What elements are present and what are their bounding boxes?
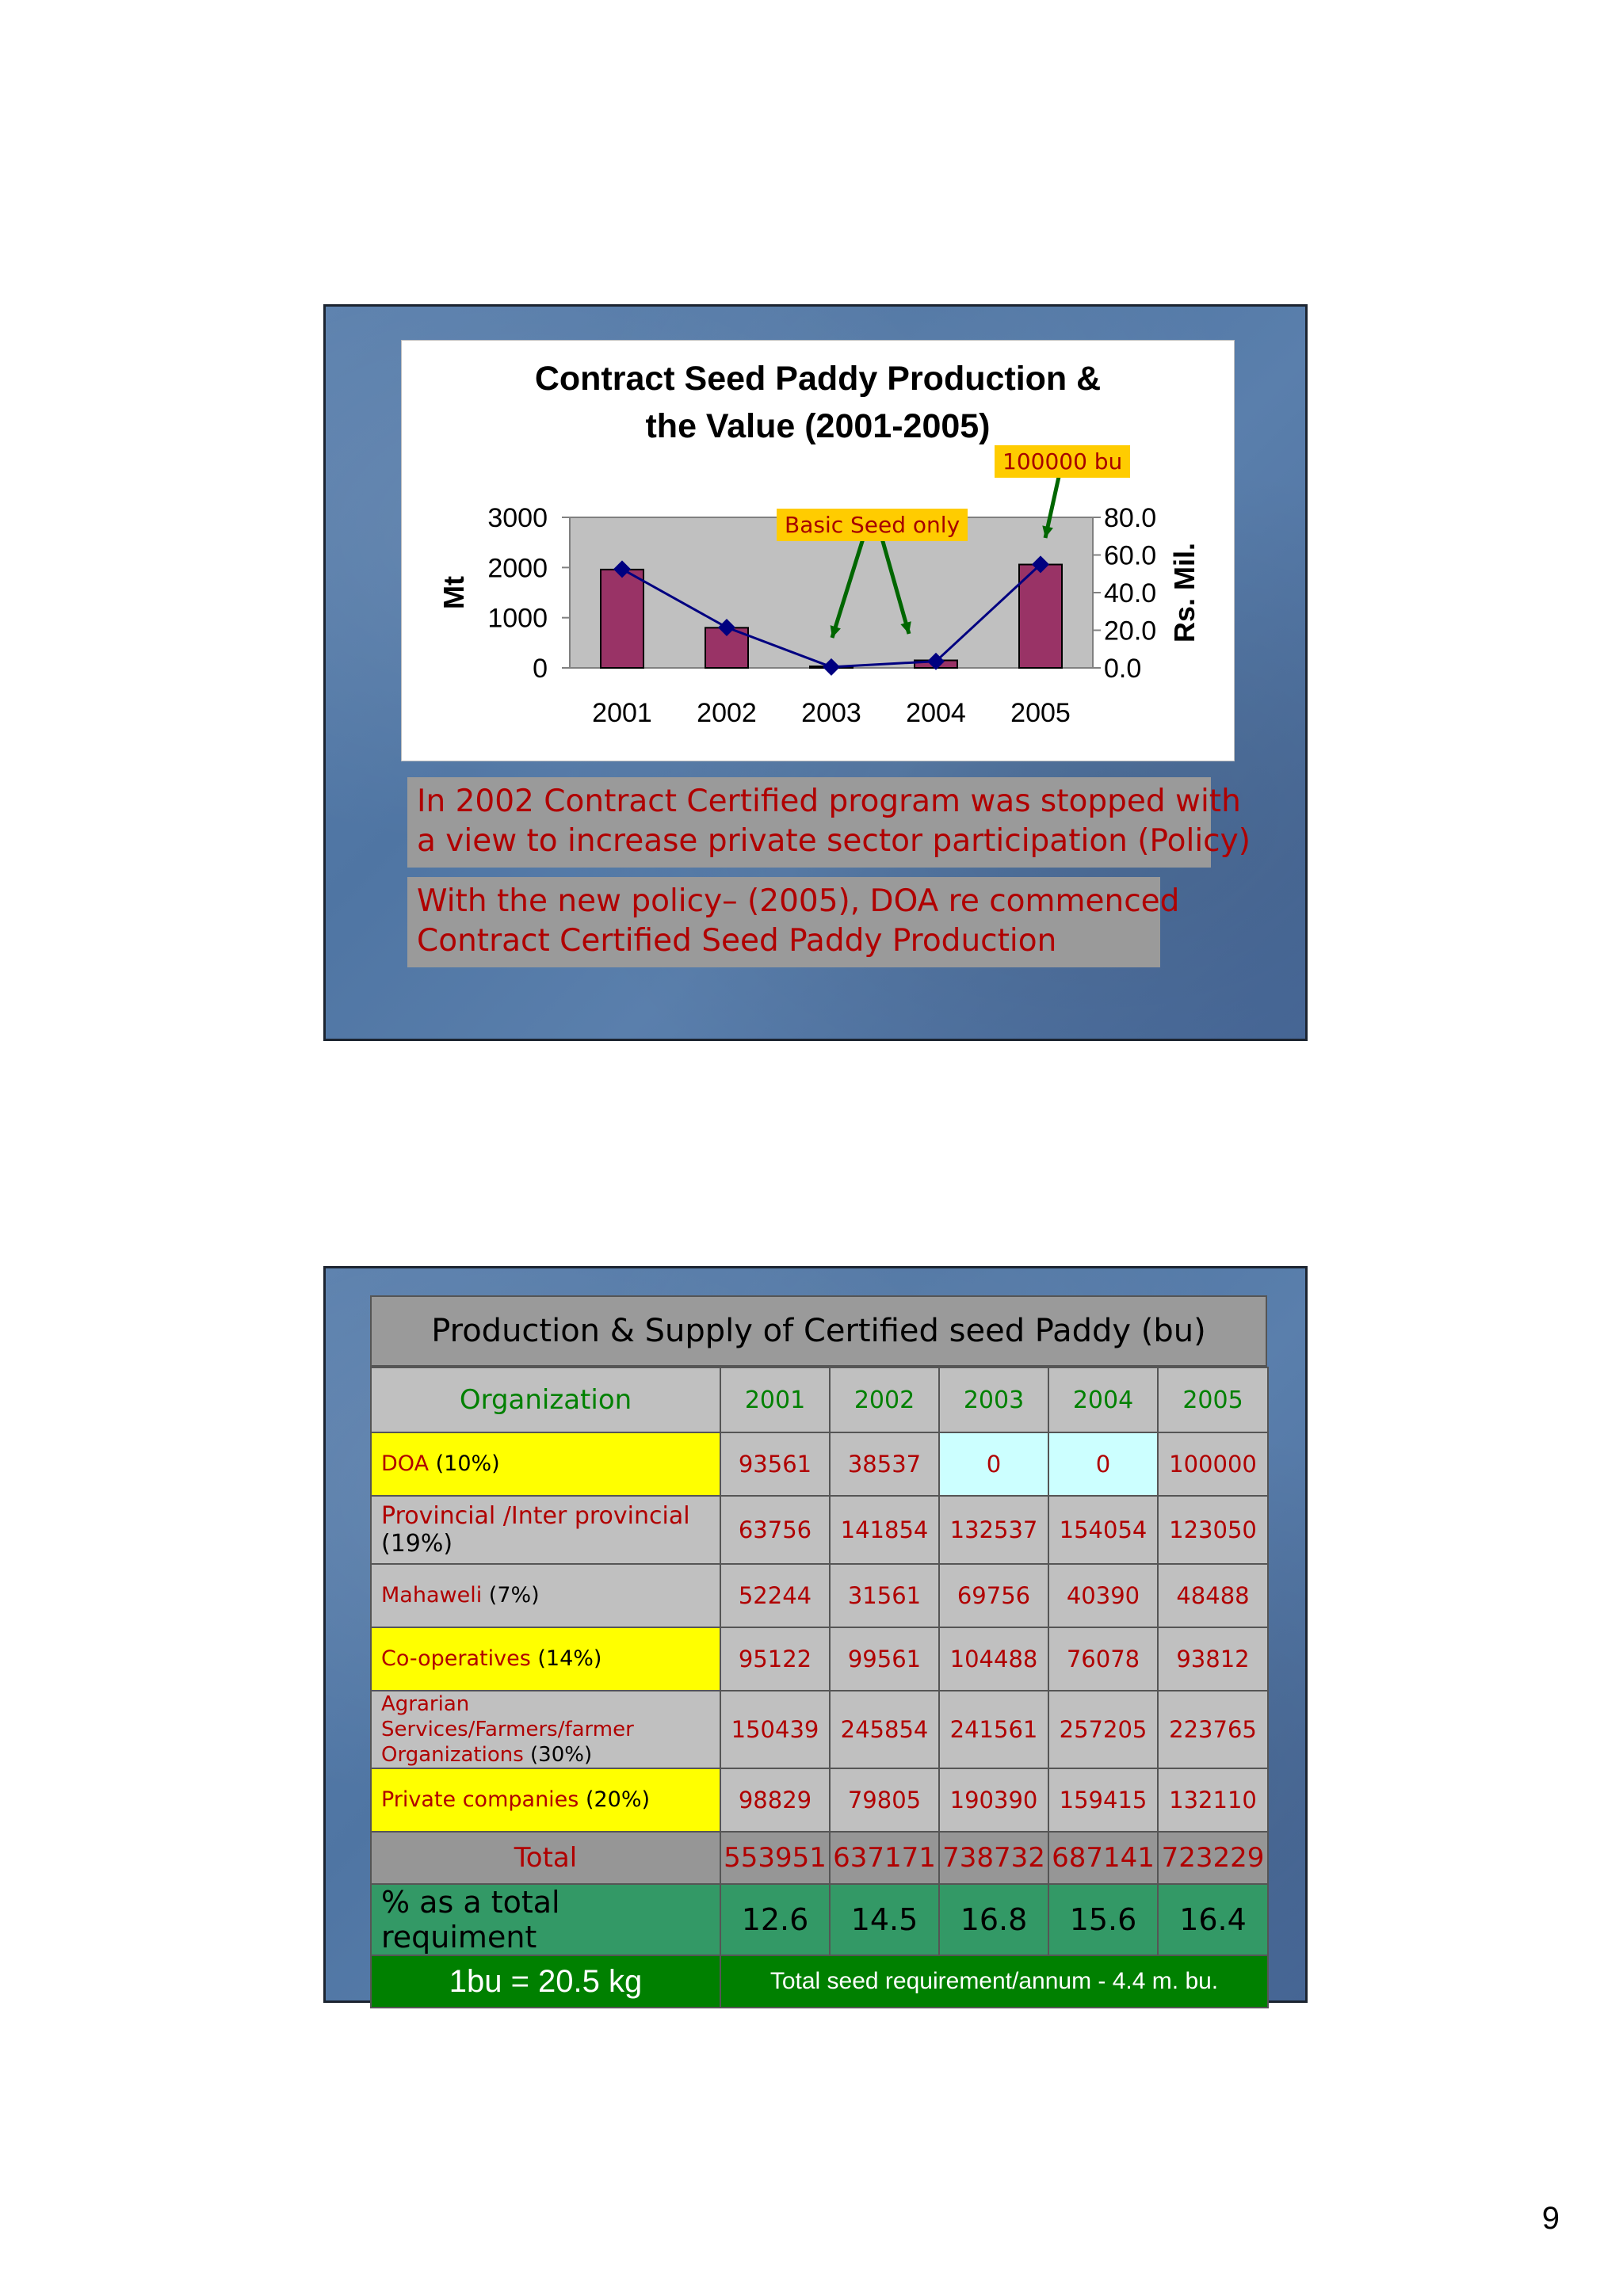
note-line: With the new policy– (2005), DOA re commenced xyxy=(417,883,1180,919)
org-name: DOA xyxy=(381,1451,430,1476)
y2-axis-title: Rs. Mil. xyxy=(1168,542,1201,643)
value-cell: 0 xyxy=(939,1432,1048,1496)
x-tick-label: 2001 xyxy=(592,698,652,728)
org-name: Provincial /Inter provincial xyxy=(381,1501,690,1530)
y2-tick-label: 60.0 xyxy=(1104,540,1157,571)
value-cell: 31561 xyxy=(830,1564,939,1627)
org-share: (10%) xyxy=(429,1451,500,1476)
note-line: In 2002 Contract Certified program was stopped with xyxy=(417,784,1241,819)
org-cell xyxy=(371,1691,720,1768)
header-year: 2002 xyxy=(830,1367,939,1432)
value-cell: 98829 xyxy=(720,1768,830,1832)
value-cell: 141854 xyxy=(830,1496,939,1564)
percent-value: 16.8 xyxy=(939,1884,1048,1955)
value-cell: 99561 xyxy=(830,1627,939,1691)
percent-value: 16.4 xyxy=(1158,1884,1268,1955)
org-share: (30%) xyxy=(523,1743,593,1767)
value-cell: 245854 xyxy=(830,1691,939,1768)
value-cell: 63756 xyxy=(720,1496,830,1564)
footer-row xyxy=(371,1955,1268,2008)
percent-value: 14.5 xyxy=(830,1884,939,1955)
org-cell xyxy=(371,1627,720,1691)
value-cell: 93561 xyxy=(720,1432,830,1496)
org-share: (19%) xyxy=(381,1529,453,1558)
total-label: Total xyxy=(371,1832,720,1884)
y2-tick-label: 80.0 xyxy=(1104,503,1157,533)
policy-note-2005 xyxy=(407,877,1180,967)
value-cell: 123050 xyxy=(1158,1496,1268,1564)
org-cell xyxy=(371,1768,720,1832)
table-row xyxy=(371,1496,1268,1564)
value-cell: 154054 xyxy=(1048,1496,1158,1564)
value-cell: 132537 xyxy=(939,1496,1048,1564)
y2-tick-label: 0.0 xyxy=(1104,654,1142,684)
y-axis-title: Mt xyxy=(437,576,470,609)
table-row xyxy=(371,1768,1268,1832)
value-cell: 132110 xyxy=(1158,1768,1268,1832)
org-share: (20%) xyxy=(579,1787,651,1812)
table-row xyxy=(371,1564,1268,1627)
value-cell: 79805 xyxy=(830,1768,939,1832)
org-name: Private companies xyxy=(381,1787,579,1812)
slide-supply-table xyxy=(323,1266,1308,2003)
header-year: 2004 xyxy=(1048,1367,1158,1432)
header-year: 2001 xyxy=(720,1367,830,1432)
org-cell xyxy=(371,1432,720,1496)
percent-row xyxy=(371,1884,1268,1955)
value-cell: 190390 xyxy=(939,1768,1048,1832)
total-value: 687141 xyxy=(1048,1832,1158,1884)
chart-area xyxy=(401,340,1235,761)
note-line: Contract Certified Seed Paddy Production xyxy=(417,923,1057,959)
total-value: 553951 xyxy=(720,1832,830,1884)
requirement-note: Total seed requirement/annum - 4.4 m. bu. xyxy=(720,1955,1268,2008)
org-share: (14%) xyxy=(530,1646,602,1671)
bar-2005 xyxy=(1019,565,1062,668)
value-cell: 100000 xyxy=(1158,1432,1268,1496)
percent-value: 12.6 xyxy=(720,1884,830,1955)
header-year: 2003 xyxy=(939,1367,1048,1432)
value-cell: 76078 xyxy=(1048,1627,1158,1691)
org-cell xyxy=(371,1496,720,1564)
supply-table xyxy=(370,1295,1267,2008)
x-tick-label: 2002 xyxy=(697,698,757,728)
callout-100000-bu: 100000 bu xyxy=(995,445,1130,478)
unit-note: 1bu = 20.5 kg xyxy=(371,1955,720,2008)
value-cell: 52244 xyxy=(720,1564,830,1627)
x-tick-label: 2005 xyxy=(1010,698,1071,728)
note-line: a view to increase private sector participation (Policy) xyxy=(417,823,1251,859)
header-organization: Organization xyxy=(371,1367,720,1432)
total-value: 723229 xyxy=(1158,1832,1268,1884)
y2-tick-label: 40.0 xyxy=(1104,578,1157,608)
table-row xyxy=(371,1691,1268,1768)
value-cell: 38537 xyxy=(830,1432,939,1496)
y2-tick-label: 20.0 xyxy=(1104,616,1157,646)
x-tick-label: 2004 xyxy=(906,698,966,728)
y-tick-label: 0 xyxy=(533,654,548,684)
value-cell: 40390 xyxy=(1048,1564,1158,1627)
slide-production-chart xyxy=(323,304,1308,1041)
value-cell: 241561 xyxy=(939,1691,1048,1768)
production-value-chart xyxy=(402,341,1234,761)
org-name: Co-operatives xyxy=(381,1646,531,1671)
value-cell: 104488 xyxy=(939,1627,1048,1691)
total-row xyxy=(371,1832,1268,1884)
value-cell: 93812 xyxy=(1158,1627,1268,1691)
total-value: 738732 xyxy=(939,1832,1048,1884)
chart-title-line-1: Contract Seed Paddy Production & xyxy=(534,360,1102,398)
org-name: Mahaweli xyxy=(381,1583,483,1608)
org-name: Agrarian Services/Farmers/farmer Organizations xyxy=(381,1692,634,1767)
total-value: 637171 xyxy=(830,1832,939,1884)
value-cell: 0 xyxy=(1048,1432,1158,1496)
y-tick-label: 2000 xyxy=(487,553,548,584)
table-row xyxy=(371,1627,1268,1691)
bar-2001 xyxy=(601,570,643,668)
percent-label: % as a total requiment xyxy=(371,1884,720,1955)
value-cell: 150439 xyxy=(720,1691,830,1768)
header-row xyxy=(371,1367,1268,1432)
value-cell: 257205 xyxy=(1048,1691,1158,1768)
org-cell xyxy=(371,1564,720,1627)
value-cell: 223765 xyxy=(1158,1691,1268,1768)
page-number: 9 xyxy=(1541,2201,1560,2236)
value-cell: 159415 xyxy=(1048,1768,1158,1832)
x-tick-label: 2003 xyxy=(801,698,861,728)
callout-basic-seed: Basic Seed only xyxy=(777,509,968,541)
value-cell: 69756 xyxy=(939,1564,1048,1627)
data-table xyxy=(370,1367,1269,2008)
chart-title-line-2: the Value (2001-2005) xyxy=(645,407,991,445)
policy-note-2002 xyxy=(407,777,1251,868)
org-share: (7%) xyxy=(482,1583,540,1608)
header-year: 2005 xyxy=(1158,1367,1268,1432)
percent-value: 15.6 xyxy=(1048,1884,1158,1955)
value-cell: 95122 xyxy=(720,1627,830,1691)
y-tick-label: 1000 xyxy=(487,603,548,634)
value-cell: 48488 xyxy=(1158,1564,1268,1627)
y-tick-label: 3000 xyxy=(487,503,548,533)
table-title: Production & Supply of Certified seed Paddy (bu) xyxy=(370,1295,1267,1367)
table-row xyxy=(371,1432,1268,1496)
